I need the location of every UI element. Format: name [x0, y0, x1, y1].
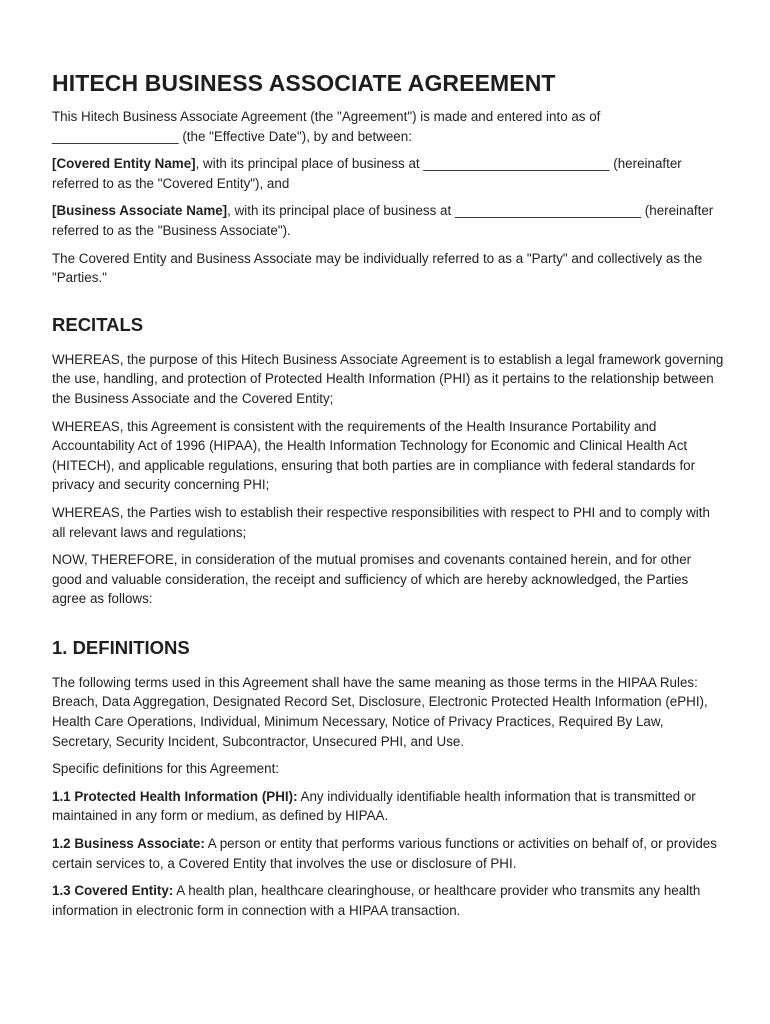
definition-term: 1.3 Covered Entity:	[52, 883, 174, 899]
recitals-heading: RECITALS	[52, 313, 144, 335]
recital-paragraph: WHEREAS, this Agreement is consistent with the requirements of the Health Insurance Portability and Accountability Act of 1996 (HIPAA), the Health Information Technology for Economic and Clinical Health Act (HITECH), and applicable regulations, ensuring that both parties are in compliance with federal standards for privacy and security concerning PHI;	[52, 418, 696, 493]
document-title: HITECH BUSINESS ASSOCIATE AGREEMENT	[52, 70, 556, 96]
definition-item	[52, 834, 724, 873]
recital-paragraph: WHEREAS, the purpose of this Hitech Business Associate Agreement is to establish a legal framework governing the use, handling, and protection of Protected Health Information (PHI) as it pertains to the relationship between the Business Associate and the Covered Entity;	[52, 351, 724, 406]
definition-item	[52, 787, 724, 826]
definitions-heading: 1. DEFINITIONS	[52, 636, 190, 658]
document-page	[52, 70, 724, 928]
definition-text: A health plan, healthcare clearinghouse, or healthcare provider who transmits any health information in electronic form in connection with a HIPAA transaction.	[52, 883, 701, 918]
definition-term: 1.1 Protected Health Information (PHI):	[52, 788, 298, 804]
covered-entity-text: , with its principal place of business at _________________________ (hereinafter referred to as the "Covered Entity"), and	[52, 156, 682, 191]
covered-entity-paragraph	[52, 154, 724, 193]
recital-paragraph: NOW, THEREFORE, in consideration of the mutual promises and covenants contained herein, and for other good and valuable consideration, the receipt and sufficiency of which are hereby acknowledged, the Parties agree as follows:	[52, 552, 692, 607]
recital-paragraph: WHEREAS, the Parties wish to establish their respective responsibilities with respect to PHI and to comply with all relevant laws and regulations;	[52, 504, 710, 540]
intro-paragraph: This Hitech Business Associate Agreement (the "Agreement") is made and entered into as of _________________ (the "Effective Date"), by and between:	[52, 109, 601, 144]
business-associate-name: [Business Associate Name]	[52, 203, 228, 219]
definition-text: A person or entity that performs various functions or activities on behalf of, or provides certain services to, a Covered Entity that involves the use or disclosure of PHI.	[52, 836, 717, 871]
business-associate-paragraph	[52, 201, 724, 240]
definition-term: 1.2 Business Associate:	[52, 836, 205, 852]
business-associate-text: , with its principal place of business at _________________________ (hereinafter referred to as the "Business Associate").	[52, 203, 714, 238]
definitions-subheading: Specific definitions for this Agreement:	[52, 761, 280, 777]
definition-text: Any individually identifiable health information that is transmitted or maintained in any form or medium, as defined by HIPAA.	[52, 788, 696, 824]
covered-entity-name: [Covered Entity Name]	[52, 156, 196, 172]
parties-paragraph: The Covered Entity and Business Associate may be individually referred to as a "Party" and collectively as the "Parties."	[52, 250, 703, 286]
definitions-intro: The following terms used in this Agreement shall have the same meaning as those terms in the HIPAA Rules: Breach, Data Aggregation, Designated Record Set, Disclosure, Electronic Protected Health Information (ePHI), Health Care Operations, Individual, Minimum Necessary, Notice of Privacy Practices, Required By Law, Secretary, Security Incident, Subcontractor, Unsecured PHI, and Use.	[52, 674, 708, 749]
definition-item	[52, 881, 724, 920]
